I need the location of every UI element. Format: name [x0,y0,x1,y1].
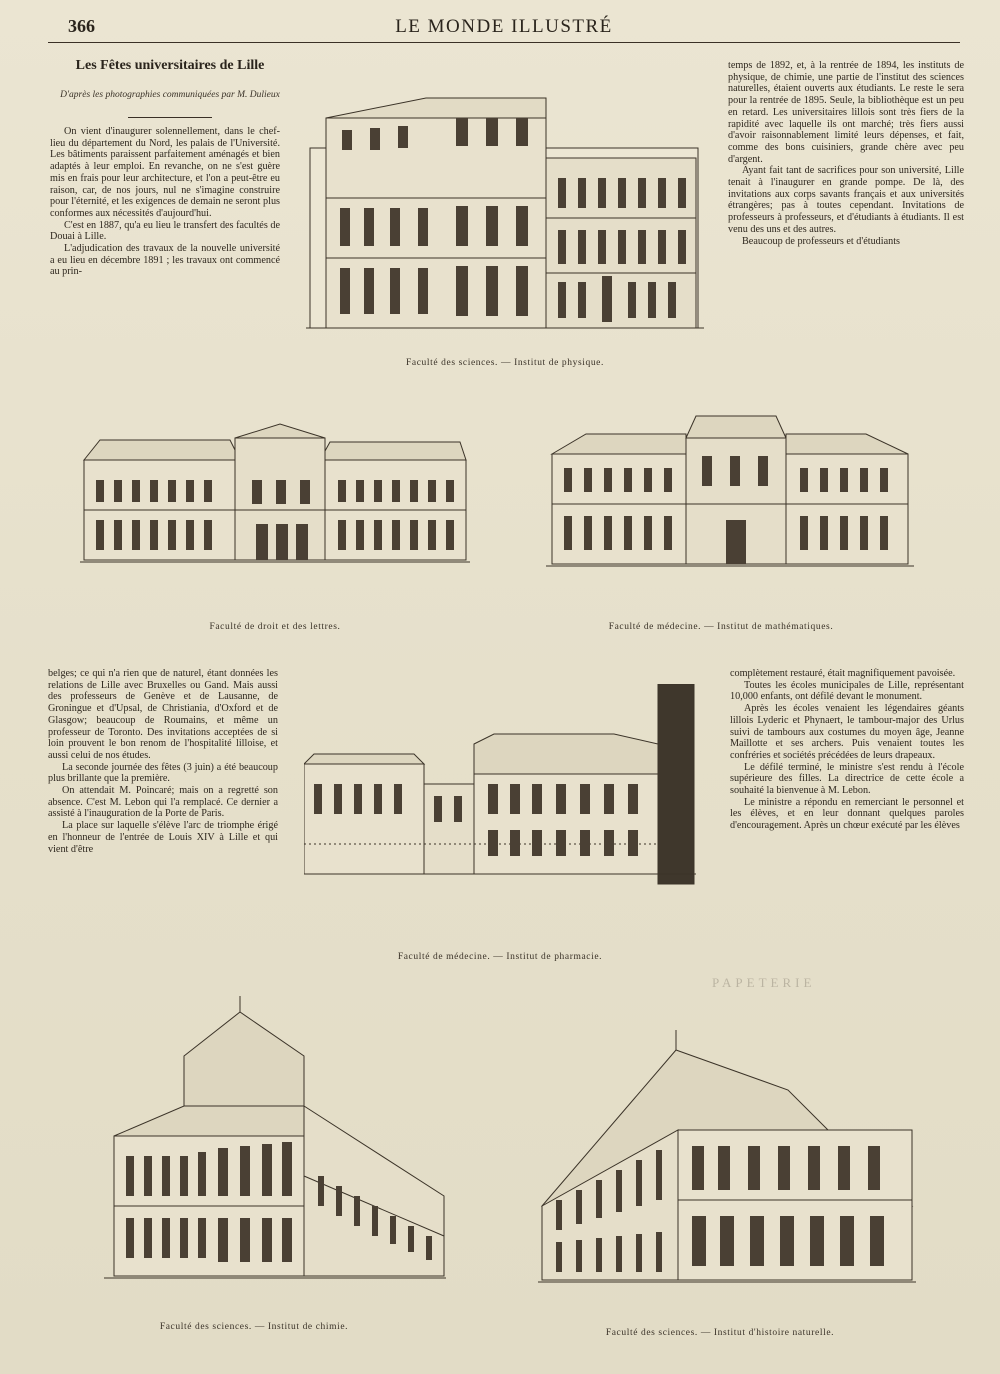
paragraph: La place sur laquelle s'élève l'arc de triomphe érigé en l'honneur de l'entrée de Louis XIV à Lille et qui vient d'être [48,820,278,855]
paragraph: belges; ce qui n'a rien que de naturel, étant données les relations de Lille avec Bruxelles ou Gand. Mais aussi des professeurs de Genève et de Lausanne, de Groningue et d'Upsal, de Christiania, d'Oxford et de Glasgow; beaucoup de Roumains, et même un professeur de Toronto. Des invitations acceptées de si loin prouvent le bon renom de l'hospitalité lilloise, et aussi celui de nos études. [48,668,278,761]
paragraph: Ayant fait tant de sacrifices pour son université, Lille tenait à l'inaugurer en grande pompe. De là, des invitations aux corps savants français et aux universités étrangères; pas à toutes cependant. Invitations de professeurs à professeurs, et d'étudiants à étudiants. Il est venu des uns et des autres. [728,165,964,235]
illustration-institut-physique [306,58,704,334]
illustration-faculte-droit [80,420,470,580]
caption-pharmacie: Faculté de médecine. — Institut de pharmacie. [397,952,603,962]
paragraph: Le défilé terminé, le ministre s'est rendu à l'école supérieure des filles. La directrice de cette école a souhaité la bienvenue à M. Lebon. [730,761,964,797]
paragraph: Toutes les écoles municipales de Lille, représentant 10,000 enfants, ont défilé devant le monument. [730,679,964,703]
caption-droit: Faculté de droit et des lettres. [209,622,341,632]
building-engraving [104,996,446,1286]
paragraph: temps de 1892, et, à la rentrée de 1894, les instituts de physique, de chimie, une partie de l'institut des sciences naturelles, étaient ouverts aux étudiants. Le reste le sera pour la rentrée de 1895. Seule, la bibliothèque est un peu en retard. Les universitaires lillois sont très fiers de la rapidité avec laquelle ils ont marché; très fiers aussi d'avoir raisonnablement limité leurs dépenses, et fait, comme des bons cuisiniers, grande chère avec peu d'argent. [728,60,964,165]
caption-physique: Faculté des sciences. — Institut de physique. [406,358,604,368]
caption-chimie: Faculté des sciences. — Institut de chimie. [159,1322,349,1332]
text-column-middle-left [48,668,278,855]
illustration-institut-histoire-naturelle [538,1030,916,1292]
illustration-institut-chimie [104,996,446,1286]
paragraph: Après les écoles venaient les légendaires géants lillois Lyderic et Phynaert, le tambour-major des Urlus suivi de tambours aux costumes du moyen âge, Jeanne Maillotte et ses archers. Puis venaient toutes les confréries et sociétés précédées de leurs drapeaux. [730,703,964,761]
building-engraving [546,404,914,580]
paragraph: Beaucoup de professeurs et d'étudiants [742,235,900,247]
paragraph: Le ministre a répondu en remerciant le personnel et les élèves, et en leur donnant quelques paroles d'encouragement. Après un chœur exécuté par les élèves [730,796,964,832]
paragraph: La seconde journée des fêtes (3 juin) a été beaucoup plus brillante que la première. [48,761,278,785]
article-title: Les Fêtes universitaires de Lille [75,58,265,73]
illustration-institut-mathematiques [546,404,914,580]
caption-histoire-naturelle: Faculté des sciences. — Institut d'histoire naturelle. [605,1328,835,1338]
masthead: LE MONDE ILLUSTRÉ [395,16,613,37]
building-engraving [80,420,470,580]
paragraph: On vient d'inaugurer solennellement, dans le chef-lieu du département du Nord, les palais de l'Université. Les bâtiments paraissent parfaitement aménagés et bien adaptés à leur emploi. En revanche, on ne s'est guère mis en frais pour leur architecture, et l'on a peut-être eu raison, car, de nos jours, nul ne s'imagine construire pour l'éternité, et les exigences de demain ne seront plus conformes aux nécessités d'aujourd'hui. [50,126,280,219]
illustration-institut-pharmacie [304,684,696,894]
paragraph: L'adjudication des travaux de la nouvelle université a eu lieu en décembre 1891 ; les travaux ont commencé au prin- [50,243,280,278]
building-engraving [538,1030,916,1292]
text-column-top-left [50,126,280,278]
text-column-middle-right [730,668,964,832]
page-header [48,12,960,43]
paragraph: C'est en 1887, qu'a eu lieu le transfert des facultés de Douai à Lille. [50,219,280,243]
title-rule [128,117,212,118]
faded-stamp: PAPETERIE [712,975,816,990]
building-engraving [304,684,696,894]
page-number: 366 [68,16,95,36]
article-byline: D'après les photographies communiquées par M. Dulieux [60,90,280,100]
paragraph: On attendait M. Poincaré; mais on a regretté son absence. C'est M. Lebon qui l'a remplacé. Ce dernier a assisté à l'inauguration de la Porte de Paris. [48,785,278,820]
caption-mathematiques: Faculté de médecine. — Institut de mathématiques. [608,622,834,632]
text-column-top-right [728,60,964,247]
paragraph: complètement restauré, était magnifiquement pavoisée. [730,668,956,679]
building-engraving [306,58,704,334]
